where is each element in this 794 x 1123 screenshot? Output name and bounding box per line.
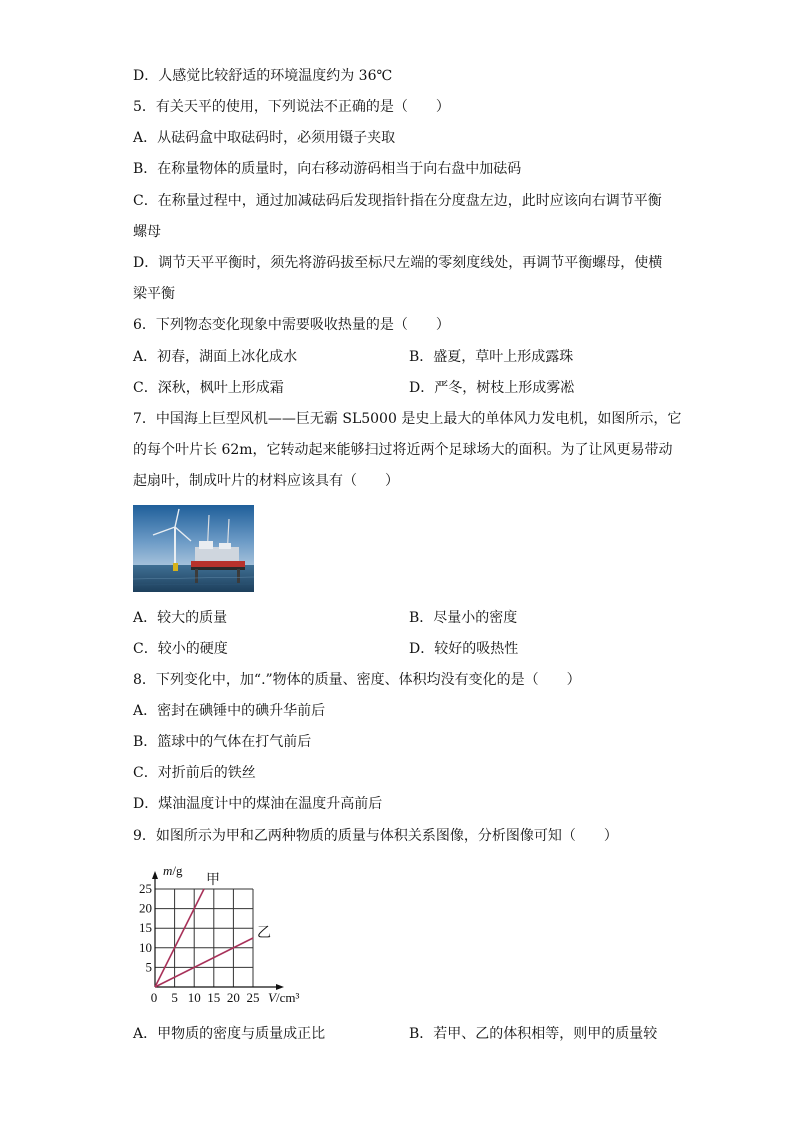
wind-turbine-photo [133, 505, 254, 592]
q7-stem: 7．中国海上巨型风机——巨无霸 SL5000 是史上最大的单体风力发电机，如图所示，它 [133, 411, 682, 427]
y-tick-label: 10 [139, 939, 152, 955]
series-line-jia [155, 889, 204, 987]
q5-option-a: A．从砝码盒中取砝码时，必须用镊子夹取 [133, 130, 396, 146]
q5-option-c: C．在称量过程中，通过加减砝码后发现指针指在分度盘左边，此时应该向右调节平衡 [133, 193, 662, 209]
y-axis-label: m/g [163, 865, 183, 878]
y-axis-arrow [152, 871, 158, 879]
y-tick-label: 20 [139, 900, 152, 916]
q8-option-c: C．对折前后的铁丝 [133, 765, 256, 781]
q9-option-b: B．若甲、乙的体积相等，则甲的质量较 [409, 1026, 658, 1042]
q7-option-d: D．较好的吸热性 [409, 641, 519, 657]
q6-stem: 6．下列物态变化现象中需要吸收热量的是（ ） [133, 317, 450, 333]
series-line-yi [155, 938, 253, 987]
x-tick-label: 15 [207, 990, 221, 1005]
q7-option-b: B．尽量小的密度 [409, 610, 518, 626]
x-tick-label: 20 [226, 990, 240, 1005]
q7-option-c: C．较小的硬度 [133, 641, 228, 657]
q6-option-a: A．初春，湖面上冰化成水 [133, 349, 298, 365]
q6-option-d: D．严冬，树枝上形成雾凇 [409, 380, 575, 396]
mass-volume-graph [130, 865, 320, 1014]
y-tick-label: 25 [139, 881, 152, 896]
q7-option-a: A．较大的质量 [133, 610, 228, 626]
q6-option-c: C．深秋，枫叶上形成霜 [133, 380, 284, 396]
q5-option-c-cont: 螺母 [133, 224, 161, 240]
q5-option-d-cont: 梁平衡 [133, 286, 175, 302]
q8-option-d: D．煤油温度计中的煤油在温度升高前后 [133, 796, 383, 812]
series-label-yi: 乙 [257, 926, 271, 941]
series-label-jia: 甲 [206, 873, 220, 888]
q8-option-b: B．篮球中的气体在打气前后 [133, 734, 312, 750]
x-tick-label: 5 [171, 990, 178, 1005]
mass-volume-chart-svg [130, 865, 320, 1010]
q4-option-d: D．人感觉比较舒适的环境温度约为 36℃ [133, 68, 393, 84]
y-tick-label: 5 [145, 959, 152, 975]
q6-option-b: B．盛夏，草叶上形成露珠 [409, 349, 574, 365]
x-tick-label: 10 [187, 990, 201, 1005]
q5-option-b: B．在称量物体的质量时，向右移动游码相当于向右盘中加砝码 [133, 161, 522, 177]
q8-stem: 8．下列变化中，加“.”物体的质量、密度、体积均没有变化的是（ ） [133, 672, 581, 688]
x-tick-label: 25 [246, 990, 260, 1005]
x-axis-label: V/cm³ [268, 990, 300, 1005]
x-tick-label: 0 [150, 990, 158, 1005]
q5-stem: 5．有关天平的使用，下列说法不正确的是（ ） [133, 99, 450, 115]
y-tick-label: 15 [139, 920, 152, 936]
q7-stem-cont2: 起扇叶，制成叶片的材料应该具有（ ） [133, 473, 399, 489]
q8-option-a: A．密封在碘锤中的碘升华前后 [133, 703, 326, 719]
q9-stem: 9．如图所示为甲和乙两种物质的质量与体积关系图像，分析图像可知（ ） [133, 828, 618, 844]
q5-option-d: D．调节天平平衡时，须先将游码拔至标尺左端的零刻度线处，再调节平衡螺母，使横 [133, 255, 663, 271]
q9-option-a: A．甲物质的密度与质量成正比 [133, 1026, 326, 1042]
q7-stem-cont1: 的每个叶片长 62m，它转动起来能够扫过将近两个足球场大的面积。为了让风更易带动 [133, 442, 673, 458]
